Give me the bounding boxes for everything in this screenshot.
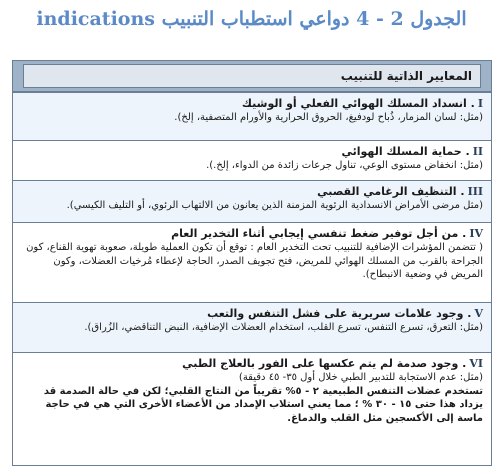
- row-detail: (مثل: عدم الاستجابة للتدبير الطبي خلال أول ٣٥- ٤٥ دقيقة): [238, 372, 483, 383]
- row-number: IV: [469, 227, 483, 240]
- row-heading: حماية المسلك الهوائي: [341, 145, 462, 158]
- table-row-3: [13, 181, 491, 223]
- row-content: [21, 357, 483, 425]
- row-heading-line: III. التنظيف الرغامي القصبي: [317, 185, 483, 198]
- row-number: II: [472, 145, 483, 158]
- row-number: III: [467, 185, 483, 198]
- table-header: [13, 61, 491, 93]
- row-number: I: [477, 97, 483, 110]
- row-heading: وجود صدمة لم يتم عكسها على الفور بالعلاج الطبي: [182, 357, 459, 370]
- row-content: [21, 97, 483, 125]
- row-heading-line: V. وجود علامات سريرية على فشل التنفس والتعب: [207, 307, 483, 320]
- row-detail: (مثل مرضى الأمراض الانسدادية الرئوية المزمنة الذين يعانون من الالتهاب الرئوي، أو التليف الكيسي).: [66, 200, 483, 211]
- row-heading-line: IV. من أجل توفير ضغط تنفسي إيجابي أثناء التخدير العام: [171, 227, 483, 240]
- row-heading: من أجل توفير ضغط تنفسي إيجابي أثناء التخدير العام: [171, 227, 459, 240]
- row-content: [21, 185, 483, 213]
- row-heading-line: I. انسداد المسلك الهوائي الفعلي أو الوشيك: [241, 97, 483, 110]
- row-detail: (مثل: انخفاض مستوى الوعي، تناول جرعات زائدة من الدواء، إلخ.).: [206, 160, 483, 171]
- row-heading-line: II. حماية المسلك الهوائي: [341, 145, 483, 158]
- row-heading: التنظيف الرغامي القصبي: [317, 185, 457, 198]
- table-row-4: [13, 223, 491, 303]
- table-title: الجدول 2 - 4 دواعي استطباب التنبيب indications: [36, 8, 467, 30]
- row-heading: انسداد المسلك الهوائي الفعلي أو الوشيك: [241, 97, 467, 110]
- table-row-1: [13, 93, 491, 141]
- table-row-2: [13, 141, 491, 181]
- row-extra-note: تستخدم عضلات التنفس الطبيعية ٢ - ٥% تقريباً من النتاج القلبي؛ لكن في حالة الصدمة قد يزداد هذا حتى ١٥ - ٣٠ % ؛ مما يعني استلاب الإمداد من الأعضاء الأخرى التي هي في حاجة ماسة إلى الأكسجين مثل القلب والدماغ.: [43, 385, 483, 424]
- row-detail: ( تتضمن المؤشرات الإضافية للتنبيب تحت التخدير العام : توقع أن تكون العملية طويلة، صعوبة تهوية القناع، كون الجراحة بالقرب من المسلك الهوائي للمريض، فتح تجويف الصدر، الحاجة لإعطاء مُرخيات العضلات، وكون المريض في وضعية الانبطاح).: [26, 242, 483, 280]
- row-detail: (مثل: التعرق، تسرع التنفس، تسرع القلب، استخدام العضلات الإضافية، النبض التناقضي، الزُراق).: [84, 322, 483, 333]
- table-header-label: المعايير الذاتية للتنبيب: [23, 64, 481, 88]
- row-content: [21, 307, 483, 335]
- table-row-5: [13, 303, 491, 353]
- table-row-6: [13, 353, 491, 465]
- row-number: VI: [469, 357, 483, 370]
- row-content: [21, 227, 483, 282]
- row-number: V: [474, 307, 483, 320]
- indications-table: [12, 60, 492, 466]
- row-heading: وجود علامات سريرية على فشل التنفس والتعب: [207, 307, 464, 320]
- row-heading-line: VI. وجود صدمة لم يتم عكسها على الفور بالعلاج الطبي: [182, 357, 483, 370]
- row-detail: (مثل: لسان المزمار، ذُباح لودفيغ، الحروق الحرارية والأورام المتصفية، إلخ).: [174, 112, 483, 123]
- row-content: [21, 145, 483, 173]
